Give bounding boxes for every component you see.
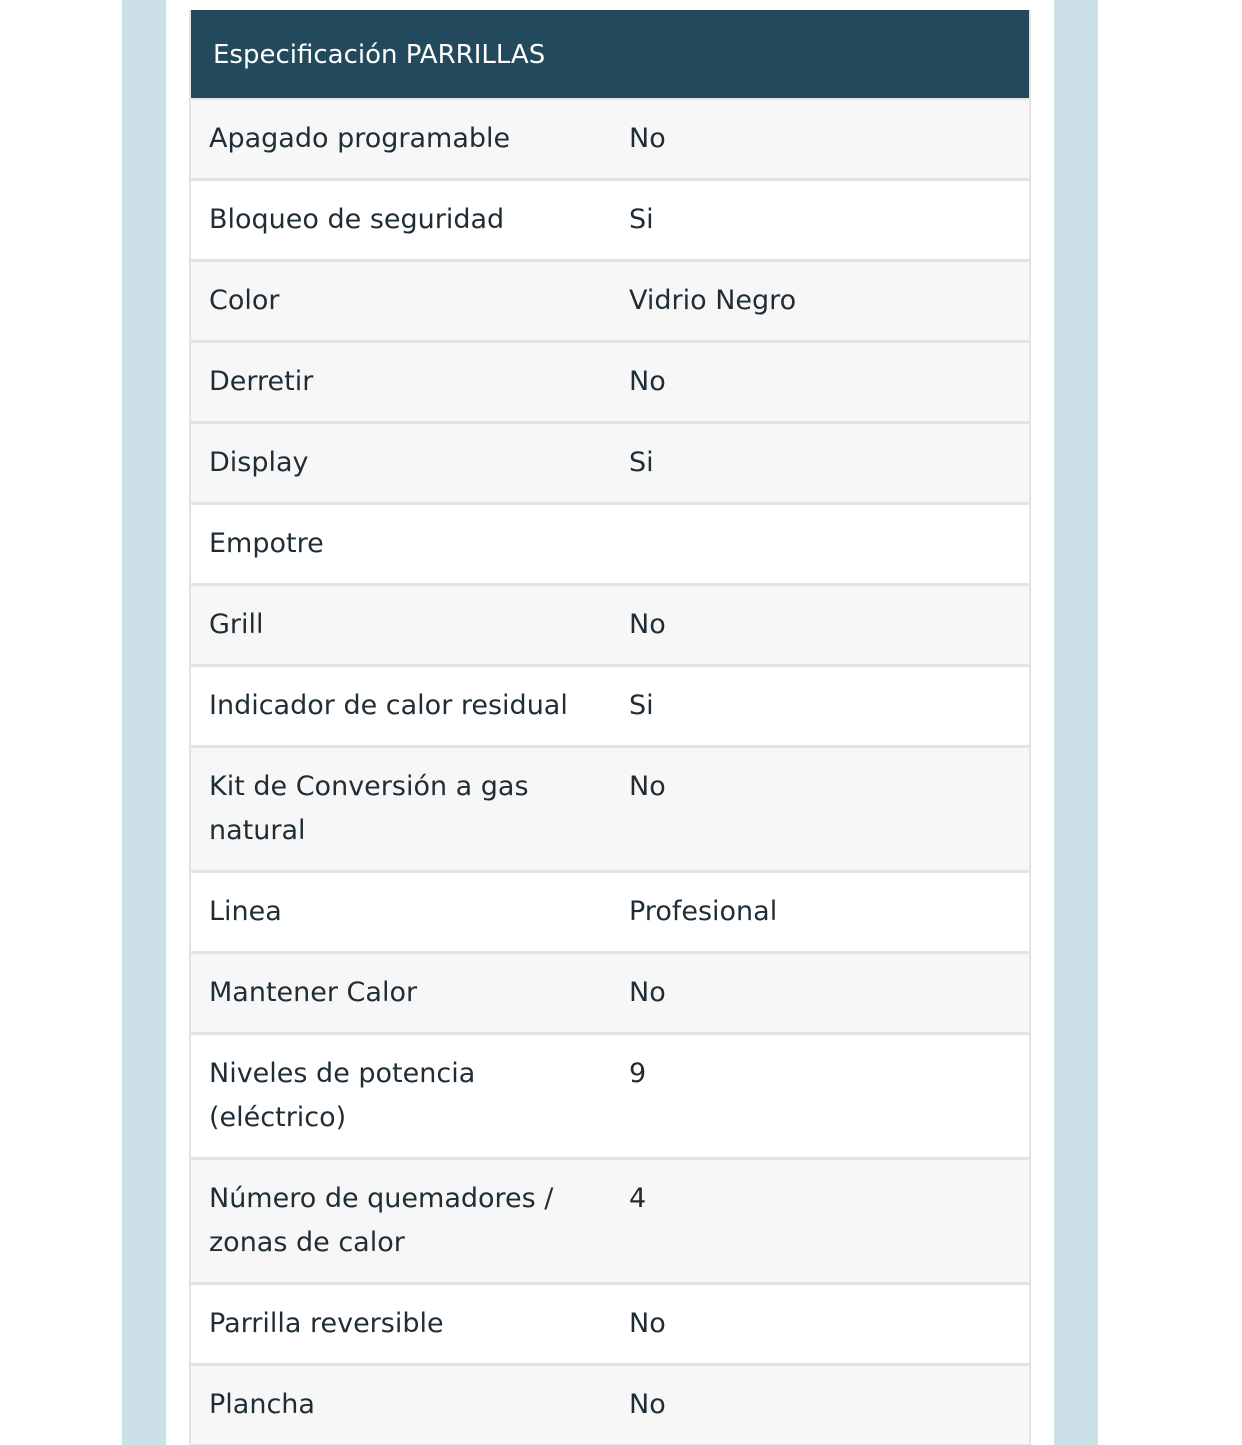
table-row (191, 1160, 1029, 1285)
table-row (191, 181, 1029, 262)
spec-label: Plancha (209, 1389, 315, 1420)
spec-value: 4 (629, 1183, 647, 1214)
table-row (191, 1035, 1029, 1160)
spec-label: Apagado programable (209, 123, 511, 154)
spec-value: No (629, 977, 666, 1008)
table-row (191, 586, 1029, 667)
table-row (191, 424, 1029, 505)
spec-value: Vidrio Negro (629, 285, 797, 316)
spec-value: No (629, 123, 666, 154)
spec-label: Indicador de calor residual (209, 690, 568, 721)
spec-value: No (629, 771, 666, 802)
spec-label: Display (209, 447, 309, 478)
table-row (191, 1285, 1029, 1366)
table-row (191, 954, 1029, 1035)
spec-label: Grill (209, 609, 264, 640)
spec-label: Linea (209, 896, 282, 927)
spec-table-title: Especificación PARRILLAS (191, 10, 1029, 100)
spec-value: No (629, 609, 666, 640)
table-row (191, 1366, 1029, 1445)
table-row (191, 343, 1029, 424)
spec-label: Bloqueo de seguridad (209, 204, 505, 235)
table-row (191, 748, 1029, 873)
spec-label: Derretir (209, 366, 314, 397)
spec-value: 9 (629, 1058, 647, 1089)
spec-label: Número de quemadores / zonas de calor (209, 1183, 554, 1258)
spec-label: Kit de Conversión a gas natural (209, 771, 529, 846)
spec-value: Profesional (629, 896, 778, 927)
spec-label: Mantener Calor (209, 977, 418, 1008)
spec-table (189, 10, 1031, 1445)
spec-value: No (629, 1389, 666, 1420)
spec-value: No (629, 366, 666, 397)
spec-value (611, 505, 1029, 583)
table-row (191, 100, 1029, 181)
table-row (191, 873, 1029, 954)
table-row (191, 505, 1029, 586)
spec-value: No (629, 1308, 666, 1339)
spec-value: Si (629, 204, 654, 235)
spec-label: Empotre (209, 528, 324, 559)
spec-label: Parrilla reversible (209, 1308, 444, 1339)
spec-value: Si (629, 447, 654, 478)
spec-label: Niveles de potencia (eléctrico) (209, 1058, 476, 1133)
table-row (191, 667, 1029, 748)
spec-label: Color (209, 285, 280, 316)
spec-value: Si (629, 690, 654, 721)
table-row (191, 262, 1029, 343)
